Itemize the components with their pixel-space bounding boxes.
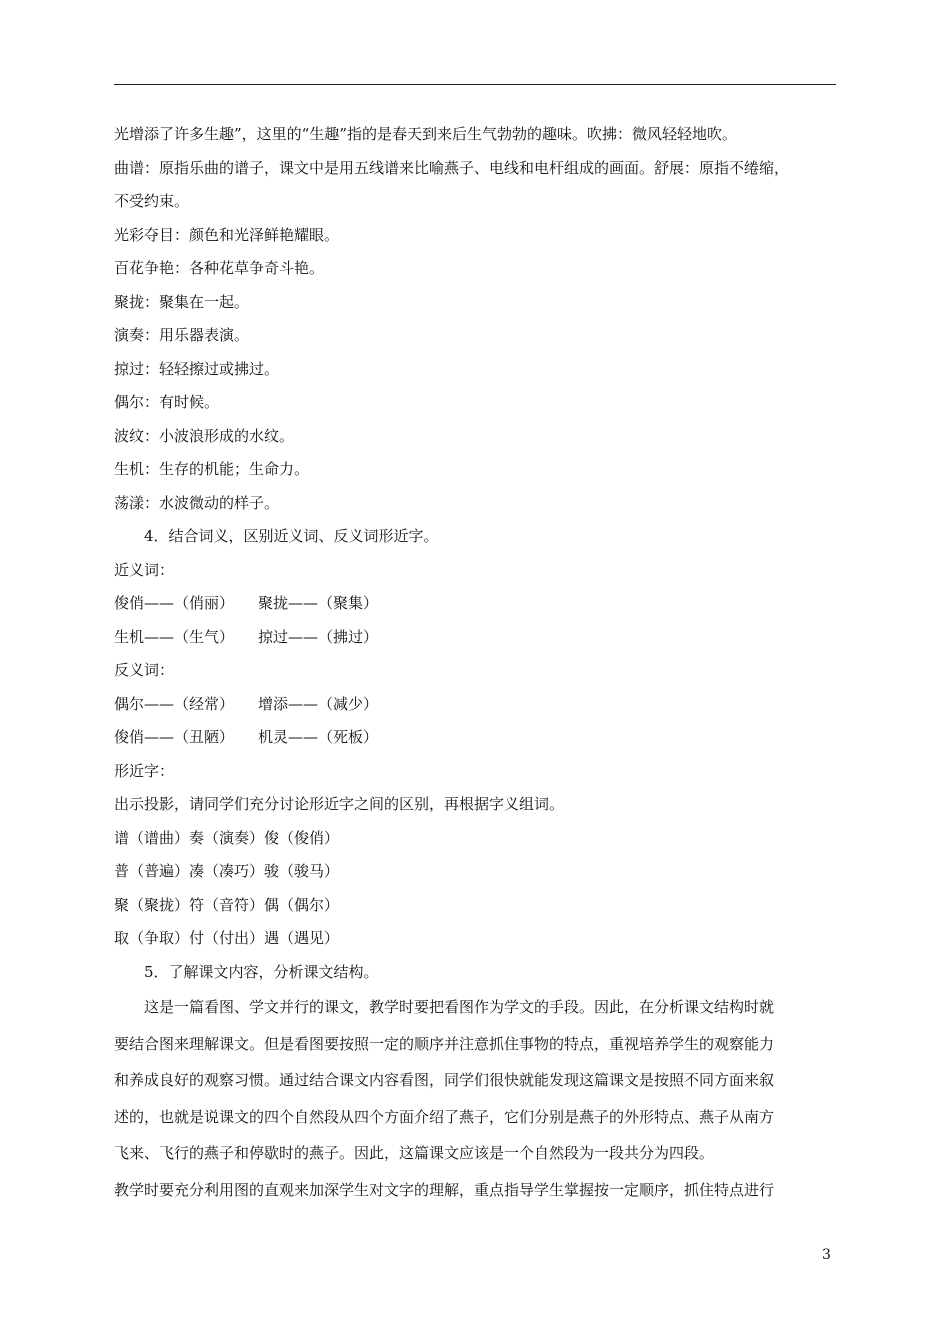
word-pair-row <box>114 621 836 655</box>
word-pair-row <box>114 688 836 722</box>
paragraph-line: 飞来、飞行的燕子和停歇时的燕子。因此，这篇课文应该是一个自然段为一段共分为四段。 <box>114 1144 715 1162</box>
similar-char-row: 聚（聚拢）符（音符）偶（偶尔） <box>114 895 340 914</box>
subheading: 形近字： <box>114 761 175 780</box>
definition-line: 生机：生存的机能；生命力。 <box>114 460 310 478</box>
word-pair-row <box>114 721 836 755</box>
definition-line: 偶尔：有时候。 <box>114 393 220 411</box>
definition-line: 百花争艳：各种花草争奇斗艳。 <box>114 259 325 277</box>
definition-line: 荡漾：水波微动的样子。 <box>114 493 280 512</box>
paragraph-line: 曲谱：原指乐曲的谱子，课文中是用五线谱来比喻燕子、电线和电杆组成的画面。舒展：原指不绻缩， <box>114 158 790 177</box>
word-pair: 聚拢——（聚集） <box>258 594 379 612</box>
word-pair-row <box>114 587 836 621</box>
word-pair: 偶尔——（经常） <box>114 694 235 713</box>
word-pair: 俊俏——（丑陋） <box>114 728 235 746</box>
similar-char-row: 取（争取）付（付出）遇（遇见） <box>114 929 340 947</box>
definition-line: 光彩夺目：颜色和光泽鲜艳耀眼。 <box>114 225 340 244</box>
word-pair: 掠过——（拂过） <box>258 627 379 646</box>
subheading: 近义词： <box>114 560 175 579</box>
paragraph-line: 光增添了许多生趣”，这里的“生趣”指的是春天到来后生气勃勃的趣味。吹拂：微风轻轻地吹。 <box>114 125 738 143</box>
definition-line: 掠过：轻轻擦过或拂过。 <box>114 359 280 378</box>
paragraph-line: 教学时要充分利用图的直观来加深学生对文字的理解，重点指导学生掌握按一定顺序，抓住特点进行 <box>114 1180 775 1199</box>
document-body <box>114 118 836 1208</box>
section-heading: 4．结合词义，区别近义词、反义词形近字。 <box>144 527 439 545</box>
paragraph-line: 要结合图来理解课文。但是看图要按照一定的顺序并注意抓住事物的特点，重视培养学生的观察能力 <box>114 1034 775 1053</box>
similar-char-row: 普（普遍）凑（凑巧）骏（骏马） <box>114 862 340 880</box>
subheading: 反义词： <box>114 661 175 679</box>
similar-char-row: 谱（谱曲）奏（演奏）俊（俊俏） <box>114 828 340 847</box>
header-rule <box>114 84 836 85</box>
word-pair: 俊俏——（俏丽） <box>114 594 235 612</box>
definition-line: 波纹：小波浪形成的水纹。 <box>114 426 295 445</box>
word-pair: 机灵——（死板） <box>258 728 379 746</box>
paragraph-line: 和养成良好的观察习惯。通过结合课文内容看图，同学们很快就能发现这篇课文是按照不同方面来叙 <box>114 1071 775 1089</box>
paragraph-line: 出示投影，请同学们充分讨论形近字之间的区别，再根据字义组词。 <box>114 795 565 813</box>
paragraph-line: 这是一篇看图、学文并行的课文，教学时要把看图作为学文的手段。因此，在分析课文结构时就 <box>144 998 775 1016</box>
word-pair: 生机——（生气） <box>114 627 235 646</box>
section-heading: 5．了解课文内容，分析课文结构。 <box>144 962 379 981</box>
definition-line: 聚拢：聚集在一起。 <box>114 292 250 311</box>
paragraph-line: 不受约束。 <box>114 192 190 210</box>
word-pair: 增添——（减少） <box>258 694 379 713</box>
paragraph-line: 述的，也就是说课文的四个自然段从四个方面介绍了燕子，它们分别是燕子的外形特点、燕子从南方 <box>114 1107 775 1126</box>
page-number: 3 <box>822 1247 831 1263</box>
definition-line: 演奏：用乐器表演。 <box>114 326 250 344</box>
